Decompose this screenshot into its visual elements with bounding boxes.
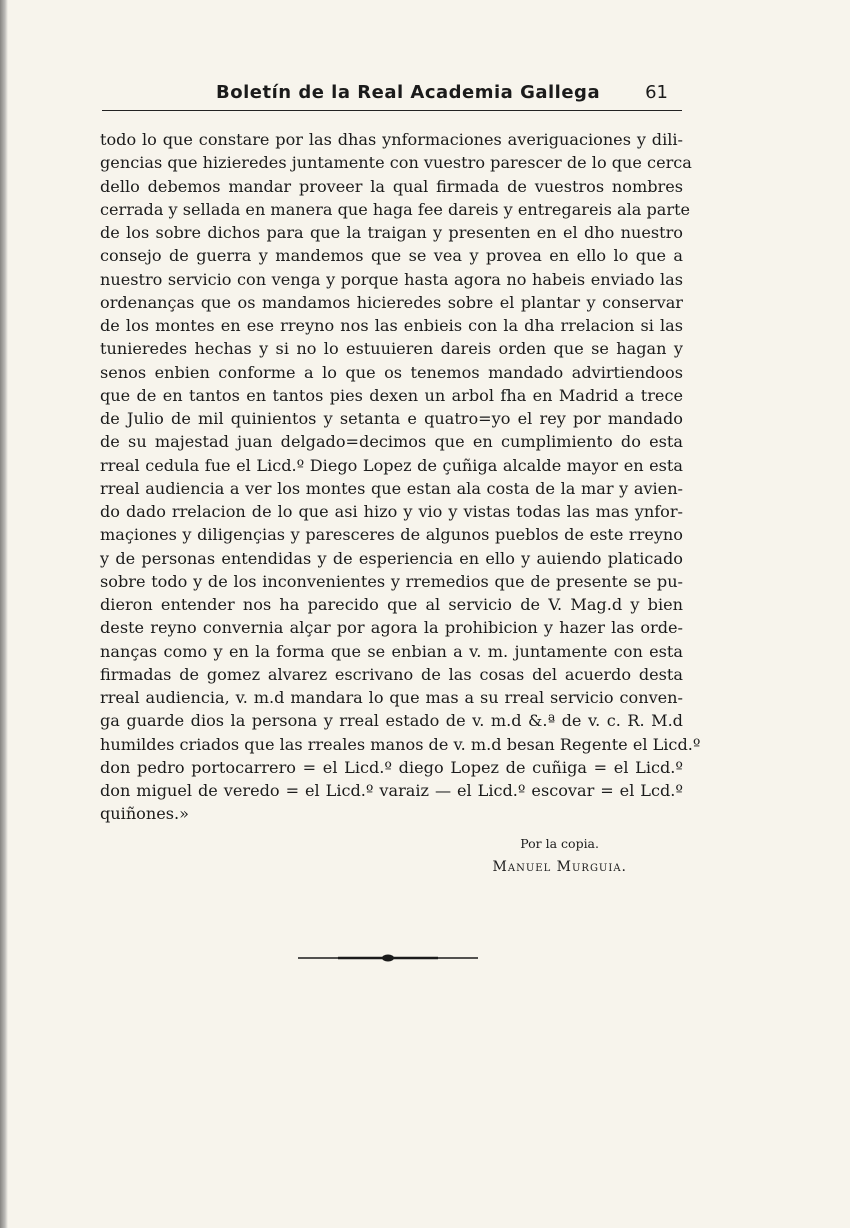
text-line: humildes criados que las rreales manos de v. m.d besan Regente el Licd.º <box>100 734 701 754</box>
author-name: Manuel Murguia. <box>492 859 627 875</box>
page-binding-edge <box>0 0 8 1228</box>
text-line: nanças como y en la forma que se enbian a v. m. juntamente con esta <box>100 641 683 661</box>
page-number: 61 <box>645 82 668 103</box>
text-line: nuestro servicio con venga y porque hasta agora no habeis enviado las <box>100 269 683 289</box>
text-line: rreal audiencia, v. m.d mandara lo que mas a su rreal servicio conven- <box>100 688 683 707</box>
text-line: ordenanças que os mandamos hicieredes sobre el plantar y conservar <box>100 292 683 312</box>
text-line: de los montes en ese rreyno nos las enbieis con la dha rrelacion si las <box>100 316 683 335</box>
text-line: todo lo que constare por las dhas ynformaciones averiguaciones y dili- <box>100 130 683 149</box>
text-line: don pedro portocarrero = el Licd.º diego Lopez de cuñiga = el Licd.º <box>100 757 683 777</box>
text-line: gencias que hizieredes juntamente con vuestro parescer de lo que cerca <box>100 153 692 173</box>
text-line: y de personas entendidas y de esperiencia en ello y auiendo platicado <box>100 548 683 568</box>
copy-note: Por la copia. <box>520 836 599 851</box>
signature-block <box>100 835 627 875</box>
header-rule <box>102 110 682 111</box>
running-title: Boletín de la Real Academia Gallega <box>216 82 601 103</box>
page-header <box>100 80 682 110</box>
text-line: deste reyno convernia alçar por agora la prohibicion y hazer las orde- <box>100 618 683 638</box>
text-line: de los sobre dichos para que la traigan y presenten en el dho nuestro <box>100 223 683 242</box>
ornament-divider <box>298 952 478 964</box>
text-line: sobre todo y de los inconvenientes y rremedios que de presente se pu- <box>100 571 683 591</box>
text-line: dieron entender nos ha parecido que al servicio de V. Mag.d y bien <box>100 595 683 614</box>
text-line: consejo de guerra y mandemos que se vea y provea en ello lo que a <box>100 246 683 266</box>
body-text <box>100 128 701 826</box>
text-line: cerrada y sellada en manera que haga fee dareis y entregareis ala parte <box>100 199 691 219</box>
text-line: de Julio de mil quinientos y setanta e quatro=yo el rey por mandado <box>100 409 683 428</box>
text-line: firmadas de gomez alvarez escrivano de las cosas del acuerdo desta <box>100 664 683 684</box>
text-line: do dado rrelacion de lo que asi hizo y vio y vistas todas las mas ynfor- <box>100 502 683 521</box>
text-line: maçiones y diligençias y paresceres de algunos pueblos de este rreyno <box>100 525 683 545</box>
text-line: quiñones.» <box>100 804 189 824</box>
text-line: que de en tantos en tantos pies dexen un arbol fha en Madrid a trece <box>100 385 683 405</box>
text-line: senos enbien conforme a lo que os tenemos mandado advirtiendoos <box>100 362 683 382</box>
text-line: dello debemos mandar proveer la qual firmada de vuestros nombres <box>100 176 683 196</box>
text-line: de su majestad juan delgado=decimos que en cumplimiento do esta <box>100 432 683 452</box>
text-line: rreal audiencia a ver los montes que estan ala costa de la mar y avien- <box>100 478 683 498</box>
text-line: rreal cedula fue el Licd.º Diego Lopez de çuñiga alcalde mayor en esta <box>100 455 683 475</box>
text-line: tunieredes hechas y si no lo estuuieren dareis orden que se hagan y <box>100 339 683 359</box>
text-line: ga guarde dios la persona y rreal estado de v. m.d &.ª de v. c. R. M.d <box>100 711 683 731</box>
text-line: don miguel de veredo = el Licd.º varaiz — el Licd.º escovar = el Lcd.º <box>100 781 683 800</box>
